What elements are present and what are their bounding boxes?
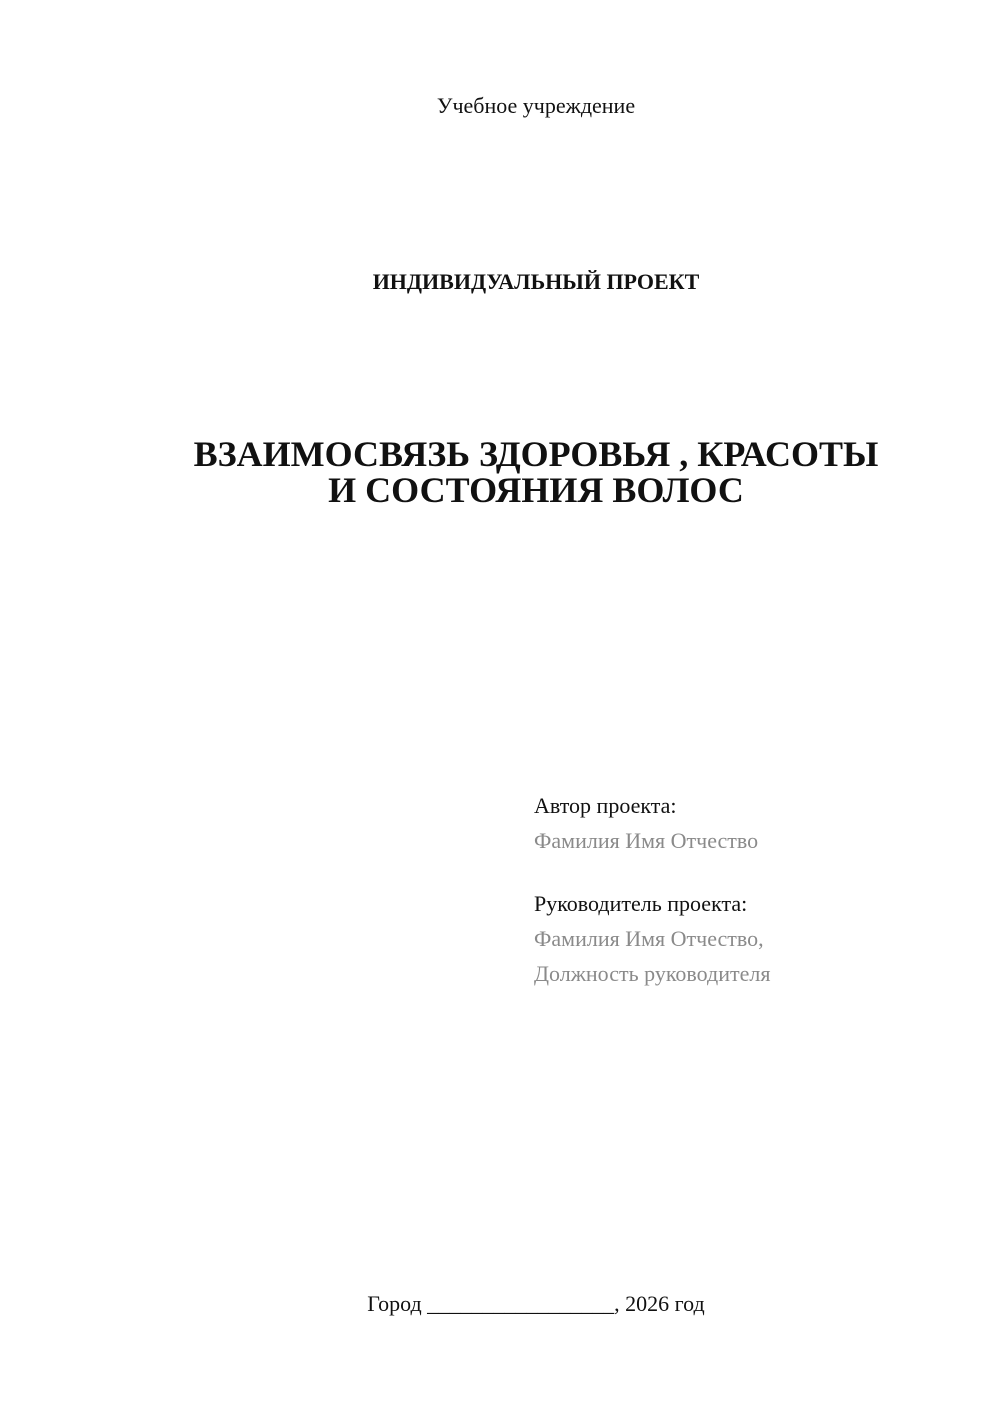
author-label: Автор проекта: xyxy=(534,793,677,818)
project-title xyxy=(120,436,952,508)
author-name: Фамилия Имя Отчество xyxy=(534,828,759,853)
credits-spacer xyxy=(534,858,974,886)
credits-block xyxy=(534,788,974,991)
project-title-line-1: ВЗАИМОСВЯЗЬ ЗДОРОВЬЯ , КРАСОТЫ xyxy=(193,434,879,474)
supervisor-name: Фамилия Имя Отчество, xyxy=(534,926,764,951)
supervisor-position: Должность руководителя xyxy=(534,961,771,986)
city-year-line: Город _________________, 2026 год xyxy=(367,1291,705,1316)
project-title-line-2: И СОСТОЯНИЯ ВОЛОС xyxy=(328,470,744,510)
project-type-heading: ИНДИВИДУАЛЬНЫЙ ПРОЕКТ xyxy=(372,269,700,294)
supervisor-label: Руководитель проекта: xyxy=(534,891,748,916)
institution-name: Учебное учреждение xyxy=(436,93,636,118)
